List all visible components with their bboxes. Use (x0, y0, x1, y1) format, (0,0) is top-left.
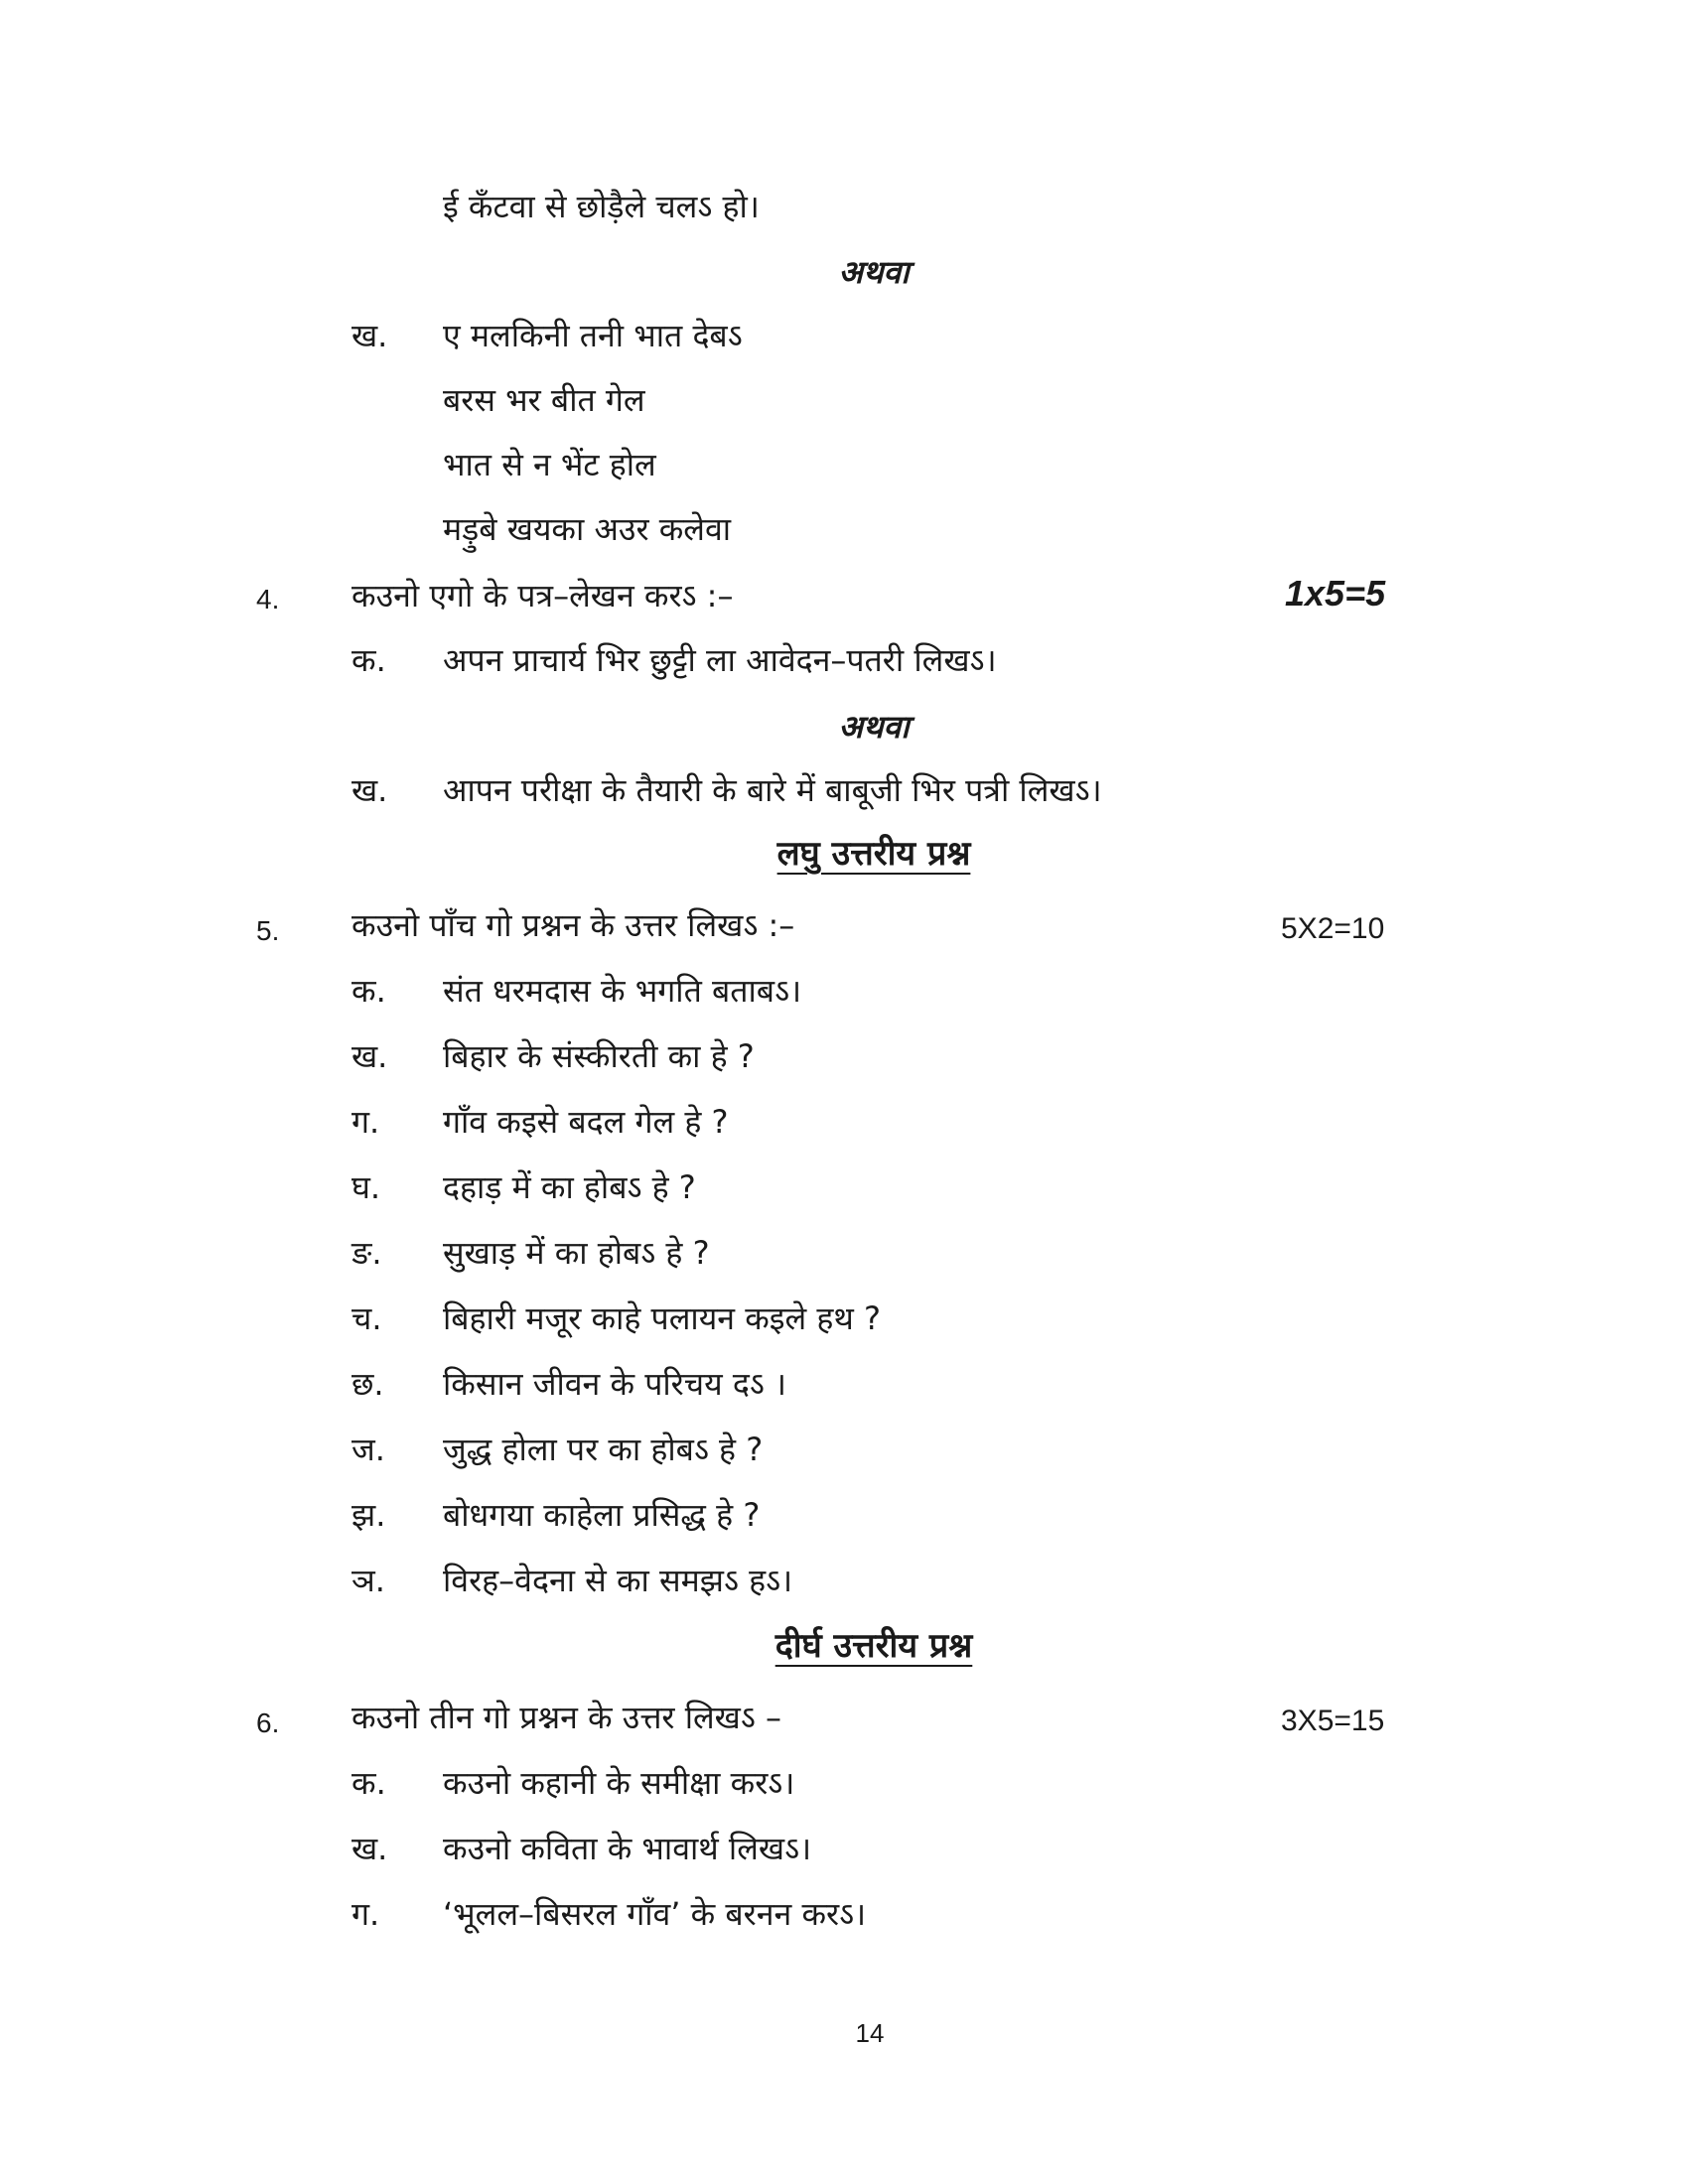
question-number: 5. (256, 915, 280, 946)
item-letter: च. (352, 1299, 382, 1337)
marks-label: 3X5=15 (1281, 1705, 1385, 1737)
item-letter: ख. (352, 1830, 388, 1867)
item-text: दहाड़ में का होबऽ हे ? (443, 1168, 696, 1206)
item-letter: ख. (352, 1037, 388, 1075)
item-letter: झ. (352, 1496, 386, 1534)
page-number: 14 (855, 2018, 885, 2048)
or-divider: अथवा (838, 708, 910, 746)
option-text: आपन परीक्षा के तैयारी के बारे में बाबूजी भिर पत्री लिखऽ। (443, 771, 1102, 809)
section-heading: दीर्घ उत्तरीय प्रश्न (774, 1626, 973, 1666)
item-text: जुद्ध होला पर का होबऽ हे ? (443, 1431, 764, 1468)
item-letter: ङ. (352, 1234, 382, 1272)
item-letter: क. (352, 972, 386, 1010)
question-number: 6. (256, 1707, 280, 1738)
item-text: संत धरमदास के भगति बताबऽ। (443, 972, 802, 1010)
question-text: कउनो एगो के पत्र–लेखन करऽ :– (352, 577, 734, 614)
item-letter: क. (352, 1764, 386, 1802)
item-letter: ग. (352, 1895, 380, 1933)
poem-line: ई कँटवा से छोड़ैले चलऽ हो। (443, 188, 760, 225)
option-letter: ख. (352, 317, 388, 354)
item-text: किसान जीवन के परिचय दऽ । (443, 1365, 787, 1403)
item-text: ‘भूलल–बिसरल गाँव’ के बरनन करऽ। (443, 1895, 867, 1933)
poem-line: बरस भर बीत गेल (443, 381, 645, 419)
option-letter: ख. (352, 771, 388, 809)
item-text: बिहार के संस्कीरती का हे ? (443, 1037, 755, 1075)
marks-label: 1x5=5 (1285, 573, 1386, 614)
poem-line: भात से न भेंट होल (443, 446, 656, 483)
section-heading: लघु उत्तरीय प्रश्न (776, 834, 971, 874)
item-text: बोधगया काहेला प्रसिद्ध हे ? (443, 1496, 761, 1534)
marks-label: 5X2=10 (1281, 912, 1385, 945)
option-text: अपन प्राचार्य भिर छुट्टी ला आवेदन–पतरी लिखऽ। (443, 641, 997, 679)
item-text: कउनो कविता के भावार्थ लिखऽ। (443, 1830, 812, 1867)
item-letter: ज. (352, 1431, 385, 1468)
question-text: कउनो तीन गो प्रश्नन के उत्तर लिखऽ – (352, 1699, 781, 1736)
item-letter: छ. (352, 1365, 384, 1403)
item-text: गाँव कइसे बदल गेल हे ? (443, 1103, 729, 1141)
item-text: कउनो कहानी के समीक्षा करऽ। (443, 1764, 795, 1802)
item-text: सुखाड़ में का होबऽ हे ? (443, 1234, 710, 1272)
item-text: विरह–वेदना से का समझऽ हऽ। (443, 1562, 793, 1599)
poem-line: ए मलकिनी तनी भात देबऽ (443, 317, 743, 354)
question-text: कउनो पाँच गो प्रश्नन के उत्तर लिखऽ :– (352, 906, 795, 944)
item-letter: घ. (352, 1168, 381, 1206)
option-letter: क. (352, 641, 386, 679)
item-letter: ग. (352, 1103, 380, 1141)
item-letter: ञ. (352, 1562, 385, 1599)
question-number: 4. (256, 584, 280, 614)
item-text: बिहारी मजूर काहे पलायन कइले हथ ? (443, 1299, 881, 1337)
poem-line: मड़ुबे खयका अउर कलेवा (443, 510, 732, 548)
or-divider: अथवा (838, 253, 910, 291)
